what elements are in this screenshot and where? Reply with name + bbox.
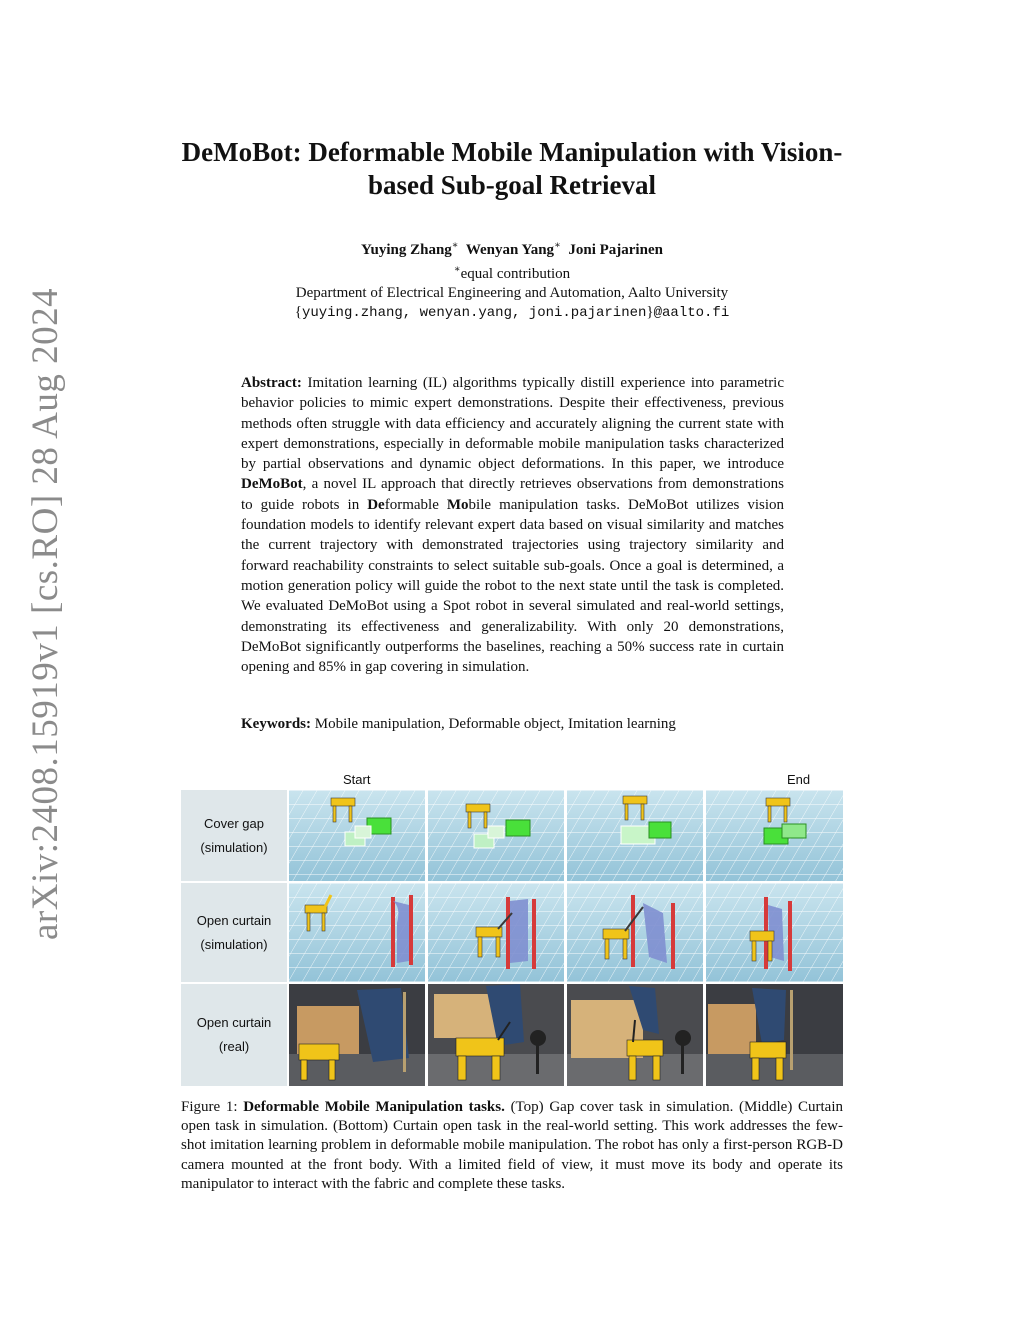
open-curtain-real-frame-3 — [567, 984, 703, 1086]
author-name: Yuying Zhang — [361, 242, 452, 258]
affiliation: Department of Electrical Engineering and Automation, Aalto University — [295, 285, 729, 301]
row-label-cover-gap: Cover gap (simulation) — [181, 790, 287, 881]
open-curtain-sim-frame-3 — [567, 883, 703, 982]
keywords-label: Keywords: — [241, 716, 311, 732]
cover-gap-frame-4 — [706, 790, 843, 881]
keywords: Keywords: Mobile manipulation, Deformable object, Imitation learning — [241, 716, 676, 732]
row-label-open-curtain-real: Open curtain (real) — [181, 984, 287, 1086]
figure-1 — [181, 768, 843, 1088]
author-name: Wenyan Yang — [465, 242, 555, 258]
cover-gap-frame-2 — [428, 790, 564, 881]
figure-caption: Figure 1: Deformable Mobile Manipulation tasks. (Top) Gap cover task in simulation. (Middle) Curtain open task in simulation. (Bottom) Curtain open task in the real-world setting. This work addresses the few-shot imitation learning problem in deformable mobile manipulation. The robot has only a first-person RGB-D camera mounted at the front body. With a limited field of view, it must move its body and operate its manipulator to interact with the fabric and complete these tasks. — [181, 1099, 843, 1192]
author-name: Joni Pajarinen — [568, 242, 663, 258]
abstract: Abstract: Imitation learning (IL) algorithms typically distill experience into parametric behavior policies to mimic expert demonstrations. Despite their effectiveness, previous methods often struggle with data efficiency and accurately aligning the current state with expert demonstrations, especially in deformable mobile manipulation tasks characterized by partial observations and dynamic object deformations. In this paper, we introduce DeMoBot, a novel IL approach that directly retrieves observations from demonstrations to guide robots in Deformable Mobile manipulation tasks. DeMoBot utilizes vision foundation models to identify relevant expert data based on visual similarity and matches the current trajectory with demonstrated trajectories using trajectory similarity and forward reachability constraints to select suitable sub-goals. Once a goal is determined, a motion generation policy will guide the robot to the next state until the task is completed. We evaluated DeMoBot using a Spot robot in several simulated and real-world settings, demonstrating its effectiveness and generalizability. With only 20 demonstrations, DeMoBot significantly outperforms the baselines, reaching a 50% success rate in curtain opening and 85% in gap covering in simulation. — [241, 375, 785, 676]
figure-caption-title: Deformable Mobile Manipulation tasks. — [243, 1099, 505, 1115]
paper-title: DeMoBot: Deformable Mobile Manipulation with Vision-based Sub-goal Retrieval — [181, 137, 843, 200]
equal-contribution-mark: ∗ — [554, 240, 561, 251]
open-curtain-real-frame-4 — [706, 984, 843, 1086]
open-curtain-real-frame-1 — [289, 984, 425, 1086]
start-label: Start — [343, 772, 371, 787]
figure-label: Figure 1: — [181, 1099, 238, 1115]
row-label-open-curtain-sim: Open curtain (simulation) — [181, 883, 287, 982]
method-name: DeMoBot — [241, 476, 303, 493]
equal-contribution-mark: ∗ — [451, 240, 459, 251]
arxiv-identifier: arXiv:2408.15919v1 [cs.RO] 28 Aug 2024 — [25, 287, 66, 940]
abstract-label: Abstract: — [241, 375, 302, 391]
equal-contribution-mark: ∗ — [453, 264, 461, 275]
open-curtain-sim-frame-2 — [428, 883, 564, 982]
end-label: End — [787, 772, 811, 787]
open-curtain-real-frame-2 — [428, 984, 564, 1086]
cover-gap-frame-3 — [567, 790, 703, 881]
author-block — [150, 236, 874, 323]
equal-contribution-note: equal contribution — [460, 266, 571, 282]
author-emails: {yuying.zhang, wenyan.yang, joni.pajarinen}@aalto.fi — [294, 304, 730, 321]
open-curtain-sim-frame-1 — [289, 883, 425, 982]
cover-gap-frame-1 — [289, 790, 425, 881]
open-curtain-sim-frame-4 — [706, 883, 843, 982]
